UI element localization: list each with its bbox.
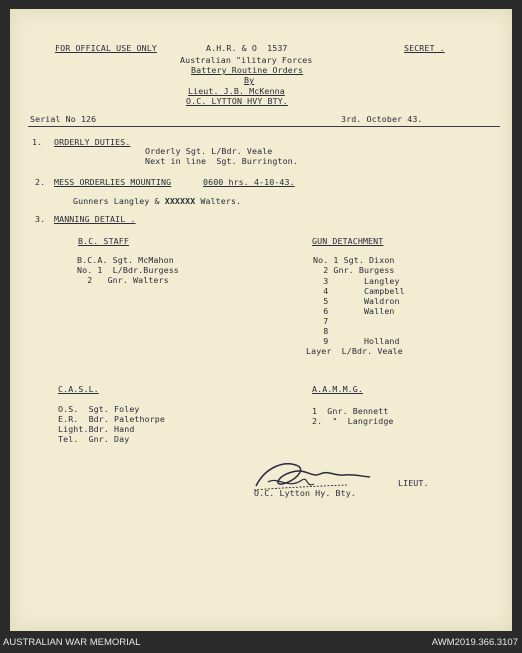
item1-line-2: Next in line Sgt. Burrington. <box>145 156 298 166</box>
footer-accession-number: AWM2019.366.3107 <box>431 637 518 648</box>
bc-staff-row: No. 1 L/Bdr.Burgess <box>77 265 179 275</box>
gun-detachment-row: 8 <box>313 326 329 336</box>
casl-heading: C.A.S.L. <box>58 384 99 394</box>
item2-line: Gunners Langley & XXXXXX Walters. <box>73 196 242 206</box>
serial-number: Serial No 126 <box>30 114 97 124</box>
header-line-1: Australian "ilitary Forces <box>180 55 313 65</box>
signature-line: O.C. Lytton Hy. Bty. <box>254 488 356 498</box>
gun-detachment-row: 3 Langley <box>313 276 400 286</box>
item2-time: 0600 hrs. 4-10-43. <box>203 177 295 187</box>
casl-row: Tel. Gnr. Day <box>58 434 130 444</box>
aamg-heading: A.A.M.M.G. <box>312 384 363 394</box>
classification-right: SECRET . <box>404 43 445 53</box>
item2-number: 2. <box>35 177 46 187</box>
item1-line-1: Orderly Sgt. L/Bdr. Veale <box>145 146 273 156</box>
struck-out-text: XXXXXX <box>164 196 196 206</box>
gun-detachment-row: 9 Holland <box>313 336 400 346</box>
gun-detachment-row: Layer L/Bdr. Veale <box>306 346 403 356</box>
serial-date: 3rd. October 43. <box>341 114 423 124</box>
item1-title: ORDERLY DUTIES. <box>54 137 131 147</box>
aamg-row: 2. " Langridge <box>312 416 394 426</box>
header-line-3: By <box>244 75 255 85</box>
bc-staff-heading: B.C. STAFF <box>78 236 129 246</box>
item2-title: MESS ORDERLIES MOUNTING <box>54 177 172 187</box>
header-line-5: O.C. LYTTON HVY BTY. <box>186 96 288 106</box>
serial-rule <box>28 126 500 127</box>
casl-row: Light.Bdr. Hand <box>58 424 135 434</box>
gun-detachment-row: 4 Campbell <box>313 286 405 296</box>
bc-staff-row: 2 Gnr. Walters <box>77 275 169 285</box>
classification-left: FOR OFFICAL USE ONLY <box>55 43 157 53</box>
order-reference: A.H.R. & O 1537 <box>206 43 288 53</box>
gun-detachment-row: 7 <box>313 316 329 326</box>
gun-detachment-row: 2 Gnr. Burgess <box>313 265 395 275</box>
footer-institution: AUSTRALIAN WAR MEMORIAL <box>3 637 141 648</box>
item3-title: MANNING DETAIL . <box>54 214 136 224</box>
gun-detachment-row: 5 Waldron <box>313 296 400 306</box>
gun-detachment-heading: GUN DETACHMENT <box>312 236 384 246</box>
item3-number: 3. <box>35 214 46 224</box>
casl-row: E.R. Bdr. Palethorpe <box>58 414 165 424</box>
bc-staff-row: B.C.A. Sgt. McMahon <box>77 255 174 265</box>
casl-row: O.S. Sgt. Foley <box>58 404 140 414</box>
header-line-2: Battery Routine Orders <box>191 65 304 75</box>
header-line-4: Lieut. J.B. McKenna <box>188 86 285 96</box>
signature-rank: LIEUT. <box>398 478 429 488</box>
aamg-row: 1 Gnr. Bennett <box>312 406 389 416</box>
item1-number: 1. <box>32 137 43 147</box>
gun-detachment-row: No. 1 Sgt. Dixon <box>313 255 395 265</box>
gun-detachment-row: 6 Wallen <box>313 306 395 316</box>
